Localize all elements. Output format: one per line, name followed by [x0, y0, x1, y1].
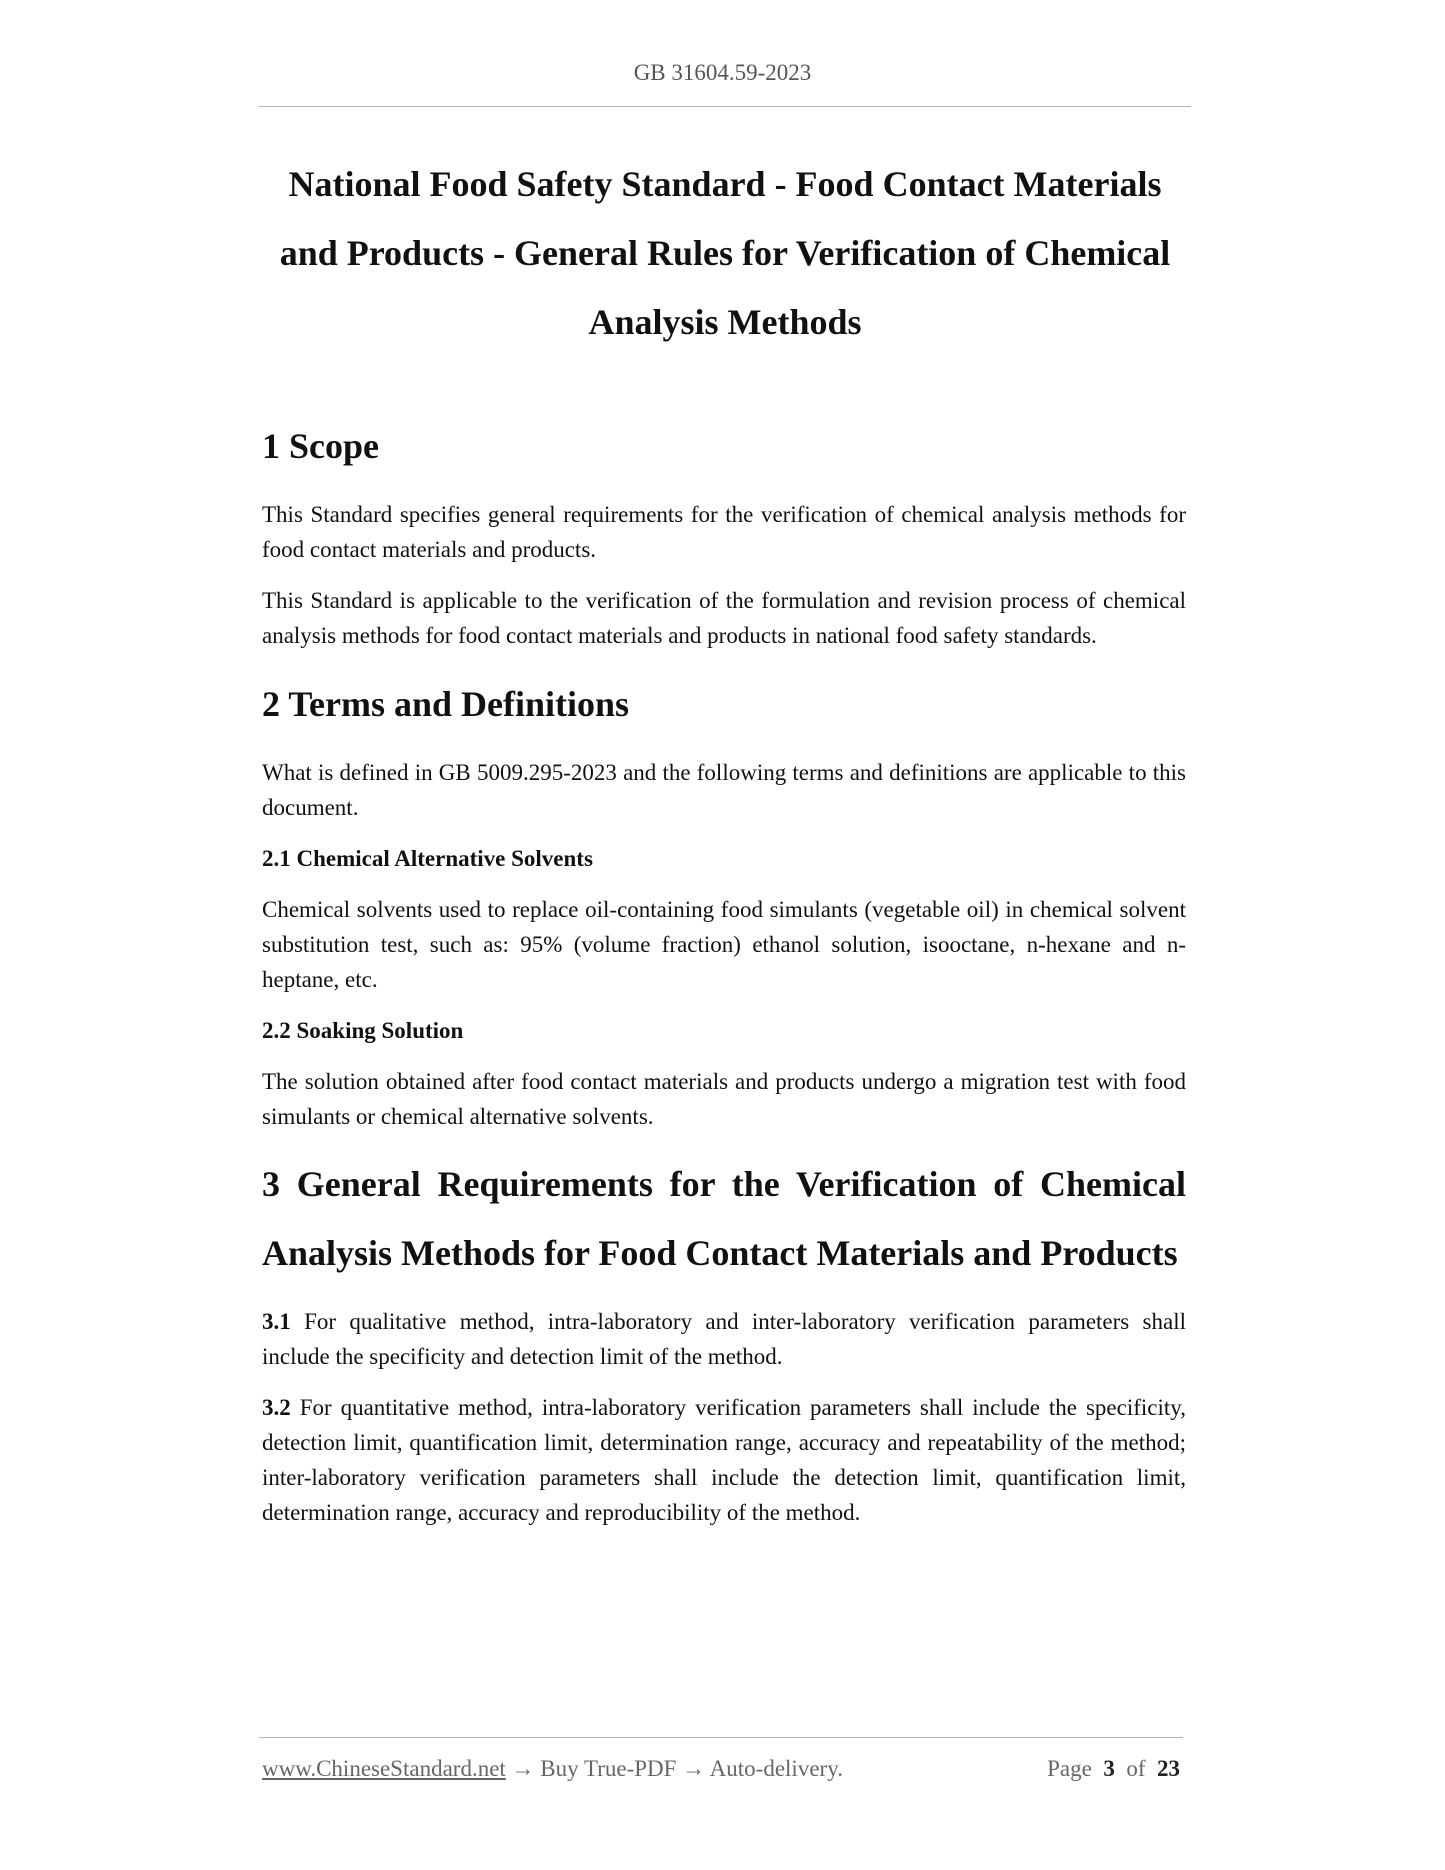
title-line-3: Analysis Methods — [588, 302, 862, 342]
clause-3-2-number: 3.2 — [262, 1395, 291, 1420]
header-divider — [259, 106, 1191, 107]
clause-3-1 — [262, 1304, 1186, 1374]
of-label: of — [1126, 1756, 1146, 1781]
auto-delivery-text: Auto-delivery. — [709, 1756, 843, 1781]
arrow-right-icon: → — [511, 1756, 535, 1781]
document-body — [262, 412, 1186, 1530]
clause-3-2 — [262, 1390, 1186, 1530]
clause-3-1-text: For qualitative method, intra-laboratory and inter-laboratory verification parameters shall include the specificity and detection limit of the method. — [262, 1309, 1186, 1369]
document-title — [259, 150, 1191, 357]
term-2-2-definition: The solution obtained after food contact materials and products undergo a migration test with food simulants or chemical alternative solvents. — [262, 1069, 1186, 1129]
page-number: 3 — [1103, 1756, 1115, 1781]
term-2-2-heading: 2.2 Soaking Solution — [262, 1018, 464, 1043]
section-1-paragraph-2: This Standard is applicable to the verification of the formulation and revision process of chemical analysis methods for food contact materials and products in national food safety standards. — [262, 588, 1186, 648]
term-2-1-heading: 2.1 Chemical Alternative Solvents — [262, 846, 593, 871]
title-line-2: and Products - General Rules for Verification of Chemical — [279, 233, 1171, 273]
section-2-paragraph: What is defined in GB 5009.295-2023 and the following terms and definitions are applicable to this document. — [262, 760, 1186, 820]
section-1-paragraph-1: This Standard specifies general requirements for the verification of chemical analysis methods for food contact materials and products. — [262, 502, 1186, 562]
page-footer — [262, 1756, 1180, 1782]
buy-true-pdf-text: Buy True-PDF — [540, 1756, 677, 1781]
section-3-heading: 3 General Requirements for the Verification of Chemical Analysis Methods for Food Contact Materials and Products — [262, 1164, 1186, 1273]
clause-3-2-text: For quantitative method, intra-laboratory verification parameters shall include the specificity, detection limit, quantification limit, determination range, accuracy and repeatability of the method; inter-laboratory verification parameters shall include the detection limit, quantification limit, determination range, accuracy and reproducibility of the method. — [262, 1395, 1187, 1525]
site-link[interactable]: www.ChineseStandard.net — [262, 1756, 506, 1781]
footer-left — [262, 1756, 843, 1782]
term-2-1-definition: Chemical solvents used to replace oil-containing food simulants (vegetable oil) in chemical solvent substitution test, such as: 95% (volume fraction) ethanol solution, isooctane, n-hexane and n-heptane, etc. — [262, 897, 1186, 992]
page-label: Page — [1047, 1756, 1092, 1781]
clause-3-1-number: 3.1 — [262, 1309, 291, 1334]
section-1-heading: 1 Scope — [262, 426, 379, 466]
page-indicator — [1047, 1756, 1180, 1782]
page-total: 23 — [1157, 1756, 1180, 1781]
arrow-right-icon: → — [682, 1756, 706, 1781]
title-line-1: National Food Safety Standard - Food Contact Materials — [288, 164, 1162, 204]
footer-divider — [259, 1737, 1183, 1738]
section-2-heading: 2 Terms and Definitions — [262, 684, 630, 724]
header-standard-code: GB 31604.59-2023 — [633, 60, 812, 85]
